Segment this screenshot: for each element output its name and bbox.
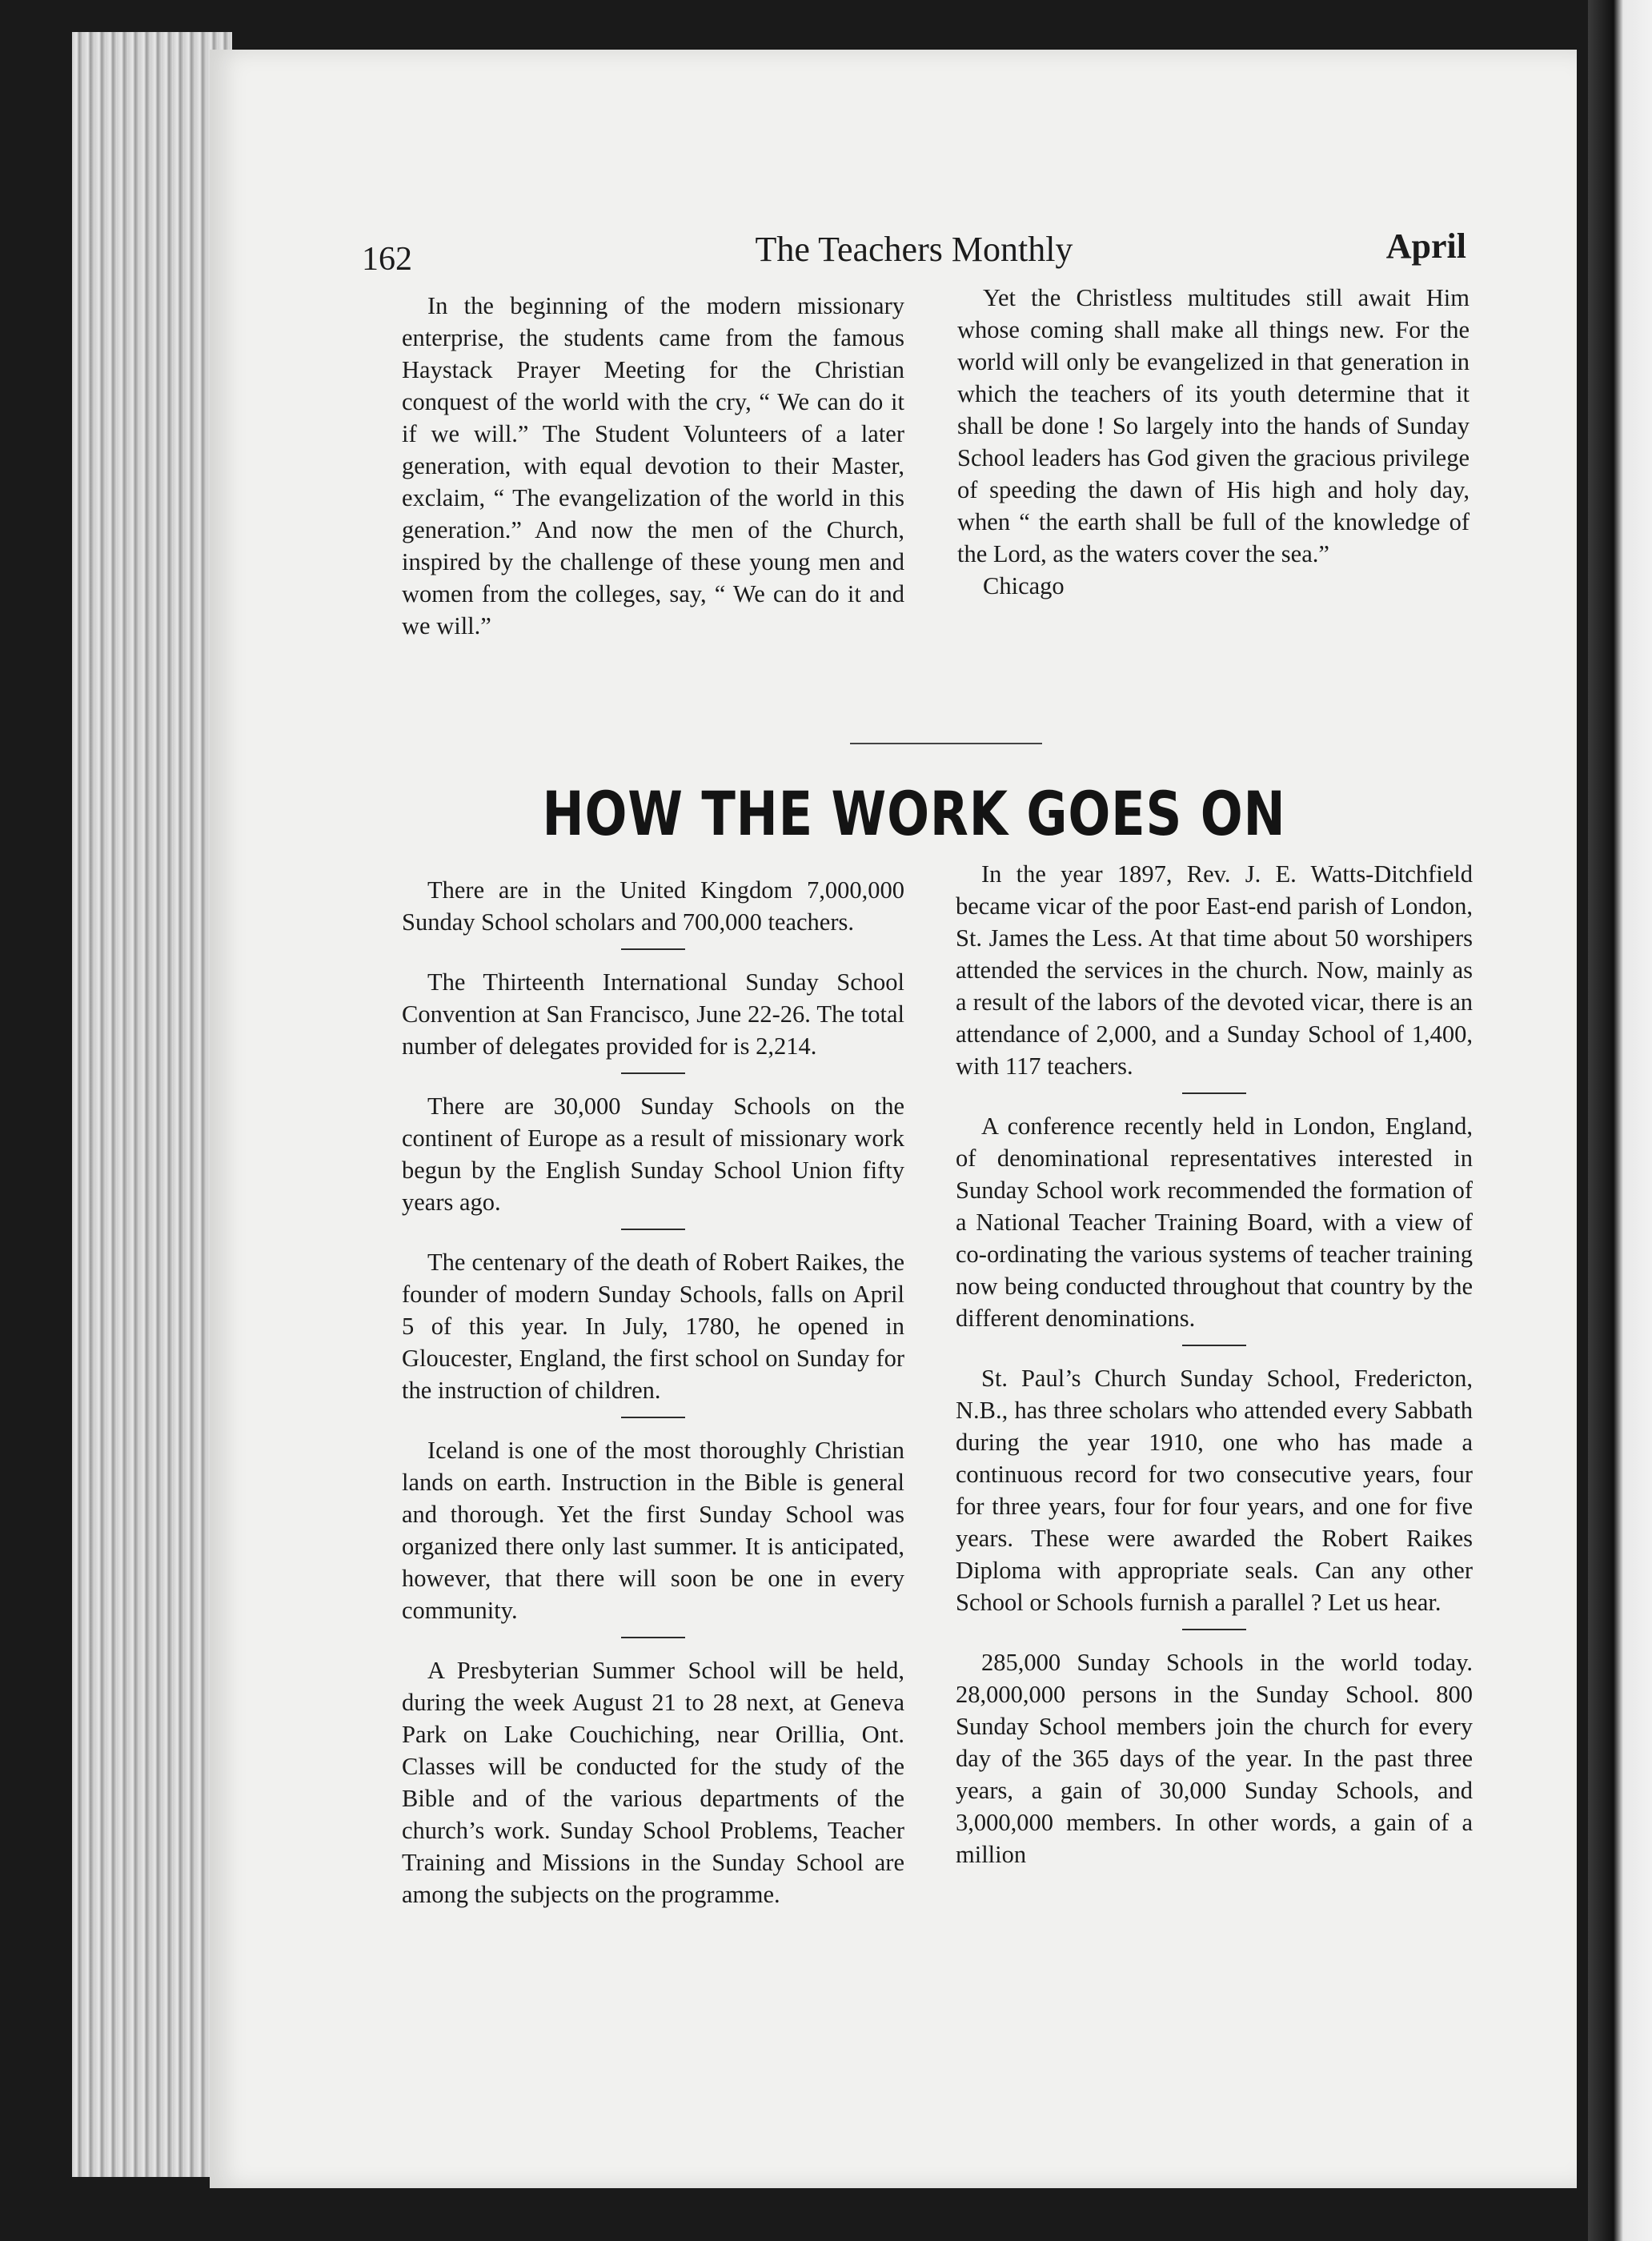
news-item: The centenary of the death of Robert Raikes, the founder of modern Sunday Schools, falls on April 5 of this year. In July, 1780, he opened in Gloucester, England, the first school on Sunday for the instruction of children.	[402, 1249, 904, 1404]
article-signature: Chicago	[983, 572, 1065, 599]
top-article-right-paragraph: Yet the Christless multitudes still await Him whose coming shall make all things new. For the world will only be evangelized in that generation in which the teachers of its youth determine that it shall be done ! So largely into the hands of Sunday School leaders has God given the gracious privilege of speeding the dawn of His high and holy day, when “ the earth shall be full of the knowledge of the Lord, as the waters cover the sea.”	[957, 284, 1470, 567]
news-item: There are 30,000 Sunday Schools on the continent of Europe as a result of missionary work begun by the English Sunday School Union fifty years ago.	[402, 1092, 904, 1216]
news-item: Iceland is one of the most thoroughly Christian lands on earth. Instruction in the Bible is general and thorough. Yet the first Sunday School was organized there only last summer. It is anticipated, however, that there will soon be one in every community.	[402, 1437, 904, 1624]
item-divider	[1182, 1629, 1246, 1630]
section-title: HOW THE WORK GOES ON	[542, 778, 1286, 849]
news-item: The Thirteenth International Sunday School Convention at San Francisco, June 22-26. The total number of delegates provided for is 2,214.	[402, 968, 904, 1060]
top-article-right-column	[957, 282, 1470, 602]
book-page-edges	[72, 32, 232, 2177]
page-number: 162	[362, 241, 412, 278]
item-divider	[621, 948, 685, 950]
page-header	[362, 218, 1466, 282]
item-divider	[1182, 1345, 1246, 1346]
news-item: A Presbyterian Summer School will be held, during the week August 21 to 28 next, at Geneva Park on Lake Couchiching, near Orillia, Ont. Classes will be conducted for the study of the Bible and of the various departments of the church’s work. Sunday School Problems, Teacher Training and Missions in the Sunday School are among the subjects on the programme.	[402, 1657, 904, 1908]
item-divider	[1182, 1092, 1246, 1094]
running-title: The Teachers Monthly	[755, 230, 1073, 269]
news-item: St. Paul’s Church Sunday School, Fredericton, N.B., has three scholars who attended every Sabbath during the year 1910, one who has made a continuous record for two consecutive years, four for three years, four for four years, and one for five years. These were awarded the Robert Raikes Diploma with appropriate seals. Can any other School or Schools furnish a parallel ? Let us hear.	[956, 1365, 1473, 1616]
news-item: A conference recently held in London, England, of denominational representatives interested in Sunday School work recommended the formation of a National Teacher Training Board, with a view of co-ordinating the various systems of teacher training now being conducted throughout that country by the different denominations.	[956, 1112, 1473, 1332]
section-left-column	[402, 874, 904, 1910]
item-divider	[621, 1229, 685, 1230]
item-divider	[621, 1637, 685, 1638]
section-separator-rule	[850, 743, 1042, 744]
item-divider	[621, 1072, 685, 1074]
news-item: There are in the United Kingdom 7,000,000 Sunday School scholars and 700,000 teachers.	[402, 876, 904, 936]
item-divider	[621, 1417, 685, 1418]
top-article-left-paragraph: In the beginning of the modern missionary enterprise, the students came from the famous Haystack Prayer Meeting for the Christian conquest of the world with the cry, “ We can do it if we will.” The Student Volunteers of a later generation, with equal devotion to their Master, exclaim, “ The evangelization of the world in this generation.” And now the men of the Church, inspired by the challenge of these young men and women from the colleges, say, “ We can do it and we will.”	[402, 292, 904, 639]
news-item: In the year 1897, Rev. J. E. Watts-Ditchfield became vicar of the poor East-end parish of London, St. James the Less. At that time about 50 worshipers attended the services in the church. Now, mainly as a result of the labors of the devoted vicar, there is an attendance of 2,000, and a Sunday School of 1,400, with 117 teachers.	[956, 860, 1473, 1080]
news-item: 285,000 Sunday Schools in the world today. 28,000,000 persons in the Sunday School. 800 Sunday School members join the church for every day of the 365 days of the year. In the past three years, a gain of 30,000 Sunday Schools, and 3,000,000 members. In other words, a gain of a million	[956, 1649, 1473, 1868]
issue-month: April	[1385, 227, 1466, 266]
top-article-left-column	[402, 290, 904, 642]
book-page	[210, 50, 1577, 2188]
section-right-column	[956, 858, 1473, 1870]
book-right-edge	[1588, 0, 1652, 2241]
